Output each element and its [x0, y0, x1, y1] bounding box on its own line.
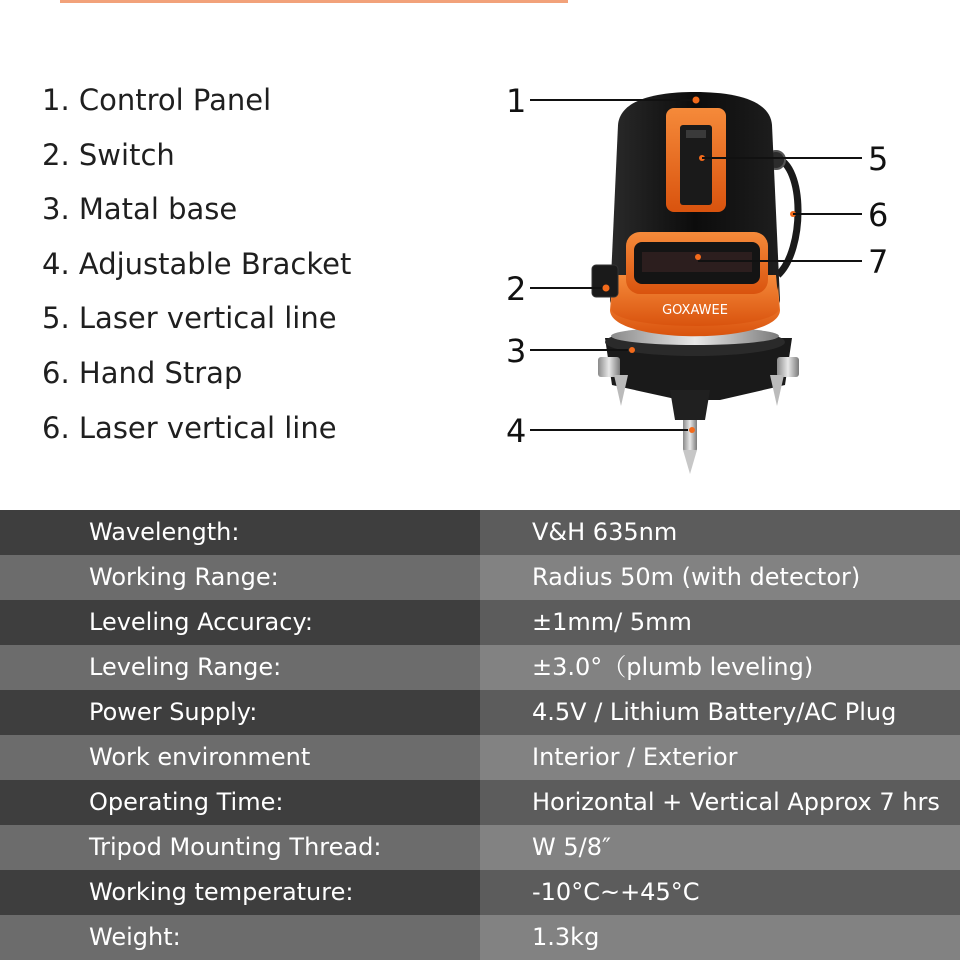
parts-list — [42, 78, 351, 460]
spec-label: Working temperature: — [0, 870, 480, 915]
spec-value: Interior / Exterior — [480, 735, 960, 780]
spec-label: Leveling Accuracy: — [0, 600, 480, 645]
spec-value: Horizontal + Vertical Approx 7 hrs — [480, 780, 960, 825]
top-accent-bar — [60, 0, 568, 3]
callout-number: 4 — [506, 412, 527, 450]
spec-label: Weight: — [0, 915, 480, 960]
table-row — [0, 870, 960, 915]
spec-table — [0, 510, 960, 960]
part-item: 5. Laser vertical line — [42, 301, 337, 336]
callout-number: 2 — [506, 270, 527, 308]
table-row — [0, 600, 960, 645]
spec-label: Working Range: — [0, 555, 480, 600]
table-row — [0, 555, 960, 600]
table-row — [0, 735, 960, 780]
switch-icon — [592, 265, 618, 297]
spec-value: ±3.0°（plumb leveling) — [480, 645, 960, 690]
spec-label: Tripod Mounting Thread: — [0, 825, 480, 870]
part-item: 6. Laser vertical line — [42, 410, 337, 445]
brand-logo: GOXAWEE — [662, 303, 728, 318]
spec-label: Power Supply: — [0, 690, 480, 735]
part-item: 6. Hand Strap — [42, 355, 243, 390]
table-row — [0, 645, 960, 690]
part-item: 1. Control Panel — [42, 83, 272, 117]
callout-number: 3 — [506, 332, 527, 370]
spec-label: Operating Time: — [0, 780, 480, 825]
spec-value: 1.3kg — [480, 915, 960, 960]
spec-value: Radius 50m (with detector) — [480, 555, 960, 600]
spec-label: Work environment — [0, 735, 480, 780]
callout-number: 1 — [506, 82, 527, 120]
hand-strap-icon — [776, 158, 798, 275]
part-item: 4. Adjustable Bracket — [42, 246, 352, 281]
spec-value: ±1mm/ 5mm — [480, 600, 960, 645]
table-row — [0, 915, 960, 960]
table-row — [0, 510, 960, 555]
spec-label: Wavelength: — [0, 510, 480, 555]
part-item: 2. Switch — [42, 137, 175, 172]
spec-value: V&H 635nm — [480, 510, 960, 555]
callout-number: 5 — [868, 140, 889, 178]
spec-value: -10°C~+45°C — [480, 870, 960, 915]
callout-number: 7 — [868, 243, 889, 281]
callout-number: 6 — [868, 196, 889, 234]
spec-value: 4.5V / Lithium Battery/AC Plug — [480, 690, 960, 735]
spec-label: Leveling Range: — [0, 645, 480, 690]
part-item: 3. Matal base — [42, 192, 238, 227]
table-row — [0, 780, 960, 825]
adjustable-bracket-icon — [598, 338, 799, 474]
control-panel-icon — [693, 97, 700, 104]
laser-level-diagram — [480, 70, 920, 490]
table-row — [0, 690, 960, 735]
table-row — [0, 825, 960, 870]
spec-value: W 5/8″ — [480, 825, 960, 870]
